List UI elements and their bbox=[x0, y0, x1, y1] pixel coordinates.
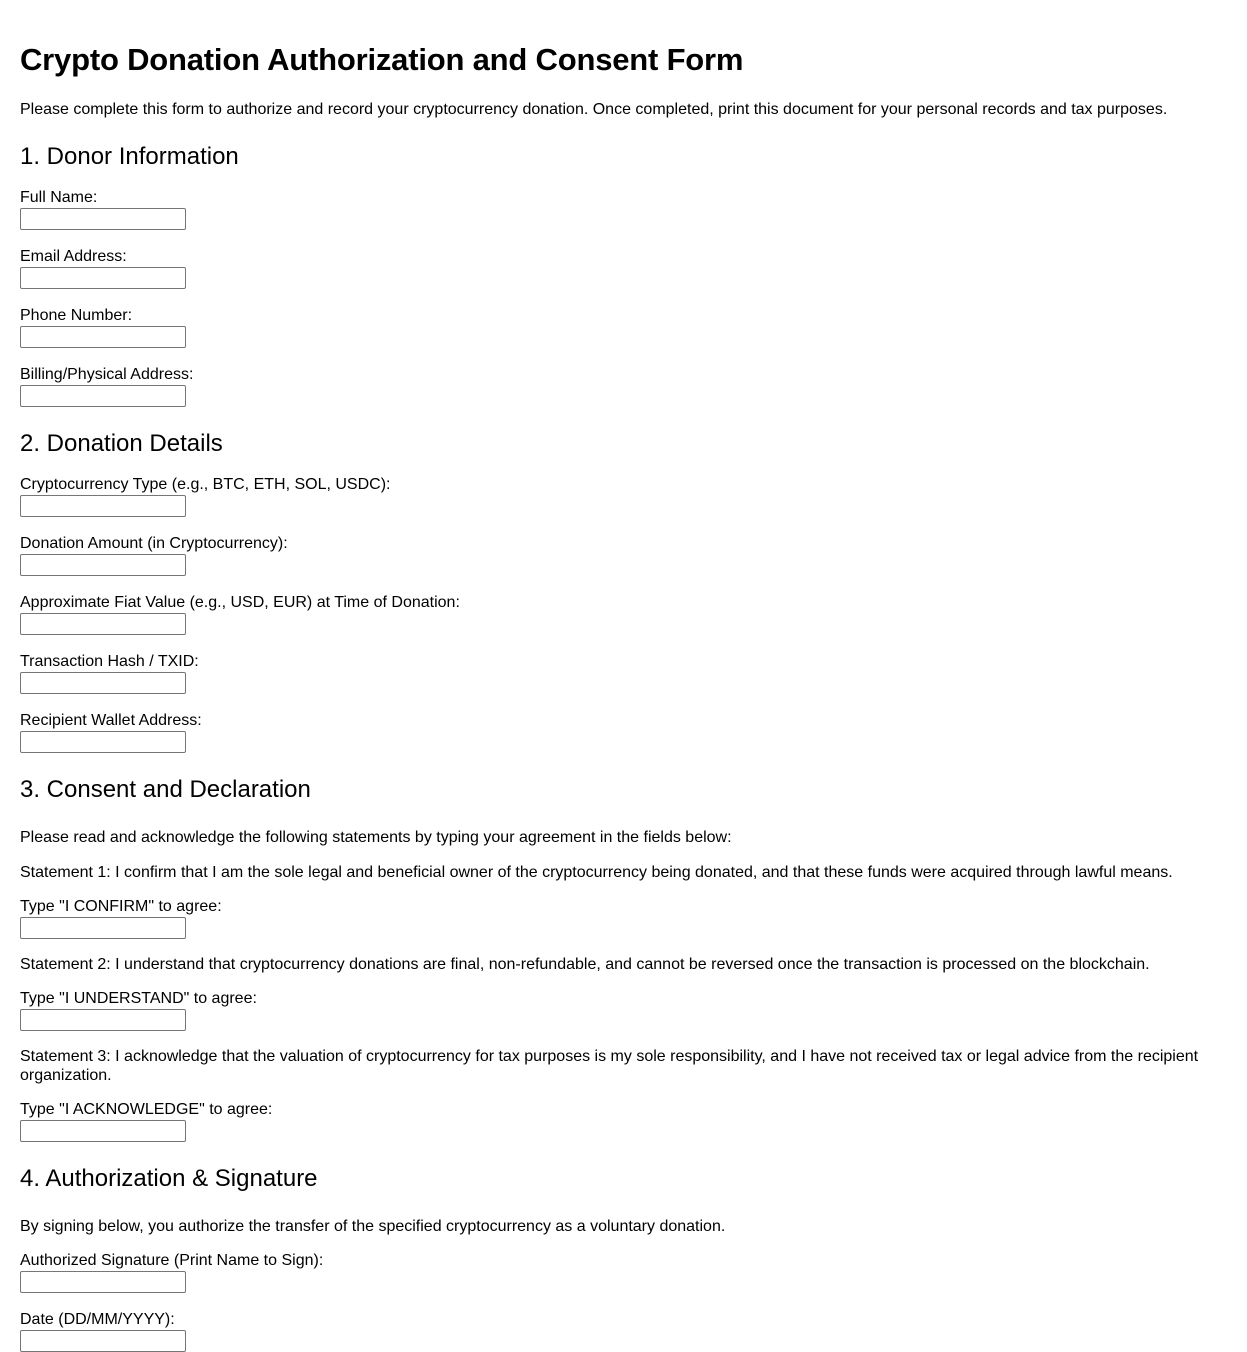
consent-instructions: Please read and acknowledge the following statements by typing your agreement in the fields below: bbox=[20, 829, 732, 846]
confirm-input[interactable] bbox=[20, 917, 186, 939]
section-heading-consent: 3. Consent and Declaration bbox=[20, 776, 311, 803]
donation-amount-field bbox=[20, 535, 1227, 576]
full-name-field bbox=[20, 189, 1227, 230]
full-name-label: Full Name: bbox=[20, 189, 98, 206]
full-name-input[interactable] bbox=[20, 208, 186, 230]
acknowledge-field bbox=[20, 1101, 1227, 1142]
understand-field bbox=[20, 990, 1227, 1031]
date-field bbox=[20, 1311, 1227, 1352]
understand-label: Type "I UNDERSTAND" to agree: bbox=[20, 990, 257, 1007]
confirm-field bbox=[20, 898, 1227, 939]
donation-amount-input[interactable] bbox=[20, 554, 186, 576]
statement-3-text: Statement 3: I acknowledge that the valuation of cryptocurrency for tax purposes is my sole responsibility, and I have not received tax or legal advice from the recipient organization. bbox=[20, 1048, 1199, 1084]
billing-address-field bbox=[20, 366, 1227, 407]
email-address-input[interactable] bbox=[20, 267, 186, 289]
crypto-type-field bbox=[20, 476, 1227, 517]
signature-field bbox=[20, 1252, 1227, 1293]
crypto-type-input[interactable] bbox=[20, 495, 186, 517]
transaction-hash-input[interactable] bbox=[20, 672, 186, 694]
statement-1-text: Statement 1: I confirm that I am the sole legal and beneficial owner of the cryptocurrency being donated, and that these funds were acquired through lawful means. bbox=[20, 864, 1173, 881]
date-input[interactable] bbox=[20, 1330, 186, 1352]
signature-label: Authorized Signature (Print Name to Sign): bbox=[20, 1252, 324, 1269]
donation-amount-label: Donation Amount (in Cryptocurrency): bbox=[20, 535, 288, 552]
transaction-hash-field bbox=[20, 653, 1227, 694]
date-label: Date (DD/MM/YYYY): bbox=[20, 1311, 175, 1328]
page-title: Crypto Donation Authorization and Consent Form bbox=[20, 42, 744, 77]
section-heading-donation-details: 2. Donation Details bbox=[20, 430, 223, 457]
recipient-wallet-field bbox=[20, 712, 1227, 753]
crypto-type-label: Cryptocurrency Type (e.g., BTC, ETH, SOL, USDC): bbox=[20, 476, 391, 493]
email-address-label: Email Address: bbox=[20, 248, 127, 265]
email-address-field bbox=[20, 248, 1227, 289]
authorization-text: By signing below, you authorize the transfer of the specified cryptocurrency as a voluntary donation. bbox=[20, 1218, 726, 1235]
confirm-label: Type "I CONFIRM" to agree: bbox=[20, 898, 222, 915]
fiat-value-input[interactable] bbox=[20, 613, 186, 635]
phone-number-field bbox=[20, 307, 1227, 348]
fiat-value-field bbox=[20, 594, 1227, 635]
billing-address-label: Billing/Physical Address: bbox=[20, 366, 194, 383]
signature-input[interactable] bbox=[20, 1271, 186, 1293]
section-heading-authorization: 4. Authorization & Signature bbox=[20, 1165, 318, 1192]
transaction-hash-label: Transaction Hash / TXID: bbox=[20, 653, 199, 670]
recipient-wallet-input[interactable] bbox=[20, 731, 186, 753]
section-heading-donor-information: 1. Donor Information bbox=[20, 143, 239, 170]
fiat-value-label: Approximate Fiat Value (e.g., USD, EUR) at Time of Donation: bbox=[20, 594, 460, 611]
form-intro: Please complete this form to authorize and record your cryptocurrency donation. Once completed, print this document for your personal records and tax purposes. bbox=[20, 101, 1168, 118]
phone-number-label: Phone Number: bbox=[20, 307, 133, 324]
statement-2-text: Statement 2: I understand that cryptocurrency donations are final, non-refundable, and cannot be reversed once the transaction is processed on the blockchain. bbox=[20, 956, 1150, 973]
phone-number-input[interactable] bbox=[20, 326, 186, 348]
acknowledge-input[interactable] bbox=[20, 1120, 186, 1142]
billing-address-input[interactable] bbox=[20, 385, 186, 407]
acknowledge-label: Type "I ACKNOWLEDGE" to agree: bbox=[20, 1101, 273, 1118]
understand-input[interactable] bbox=[20, 1009, 186, 1031]
recipient-wallet-label: Recipient Wallet Address: bbox=[20, 712, 202, 729]
